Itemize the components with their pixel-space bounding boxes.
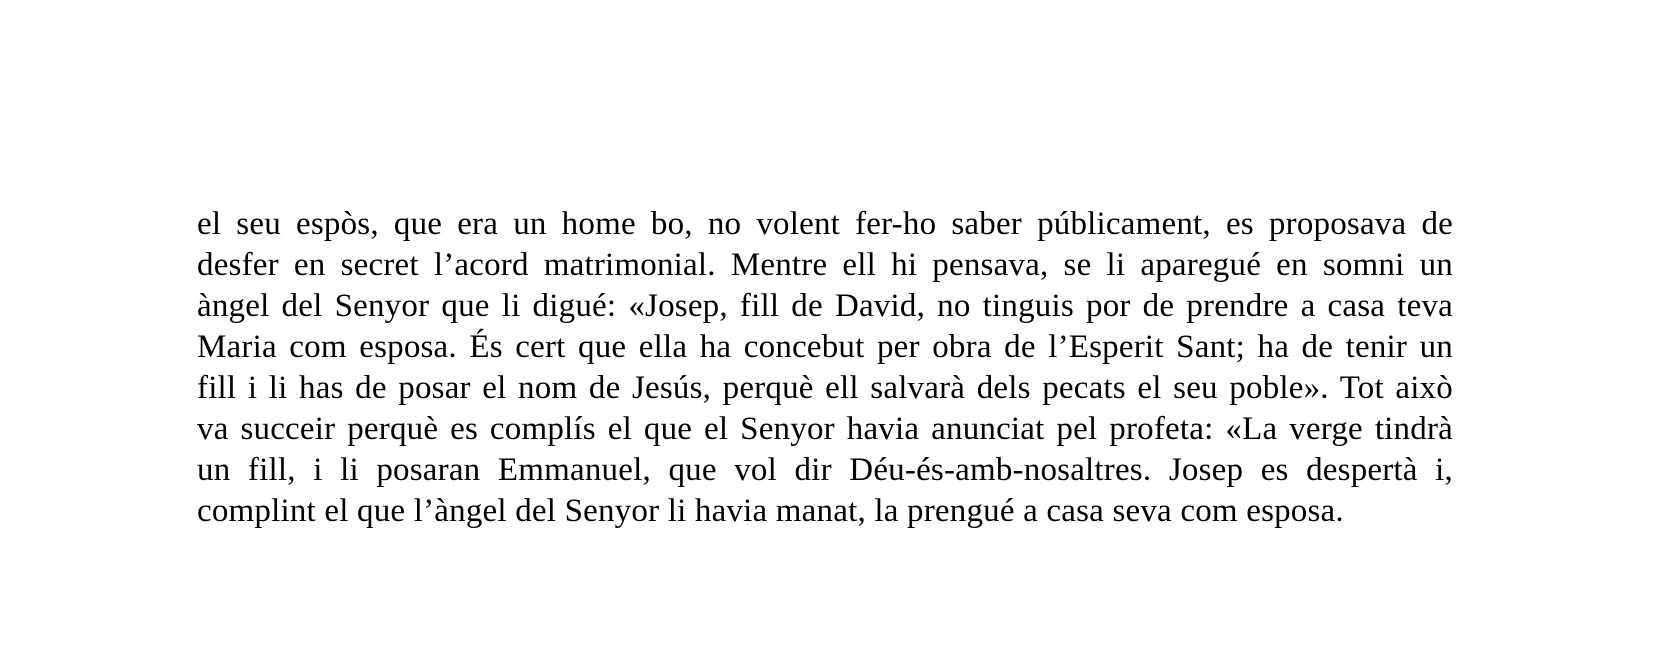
text-line-3: àngel del Senyor que li digué: «Josep, fill de David, no tinguis por de prendre a casa teva	[197, 288, 1453, 324]
text-line-1: el seu espòs, que era un home bo, no volent fer-ho saber públicament, es proposava de	[197, 206, 1453, 242]
paragraph-text-block	[197, 204, 1453, 532]
text-line-4: Maria com esposa. És cert que ella ha concebut per obra de l’Esperit Sant; ha de tenir un	[197, 329, 1453, 365]
text-line-7: un fill, i li posaran Emmanuel, que vol dir Déu-és-amb-nosaltres. Josep es despertà i,	[197, 452, 1453, 488]
text-line-8: complint el que l’àngel del Senyor li havia manat, la prengué a casa seva com esposa.	[197, 493, 1344, 529]
text-line-2: desfer en secret l’acord matrimonial. Mentre ell hi pensava, se li aparegué en somni un	[197, 247, 1453, 283]
text-line-6: va succeir perquè es complís el que el Senyor havia anunciat pel profeta: «La verge tindrà	[197, 411, 1453, 447]
text-line-5: fill i li has de posar el nom de Jesús, perquè ell salvarà dels pecats el seu poble». Tot això	[197, 370, 1453, 406]
